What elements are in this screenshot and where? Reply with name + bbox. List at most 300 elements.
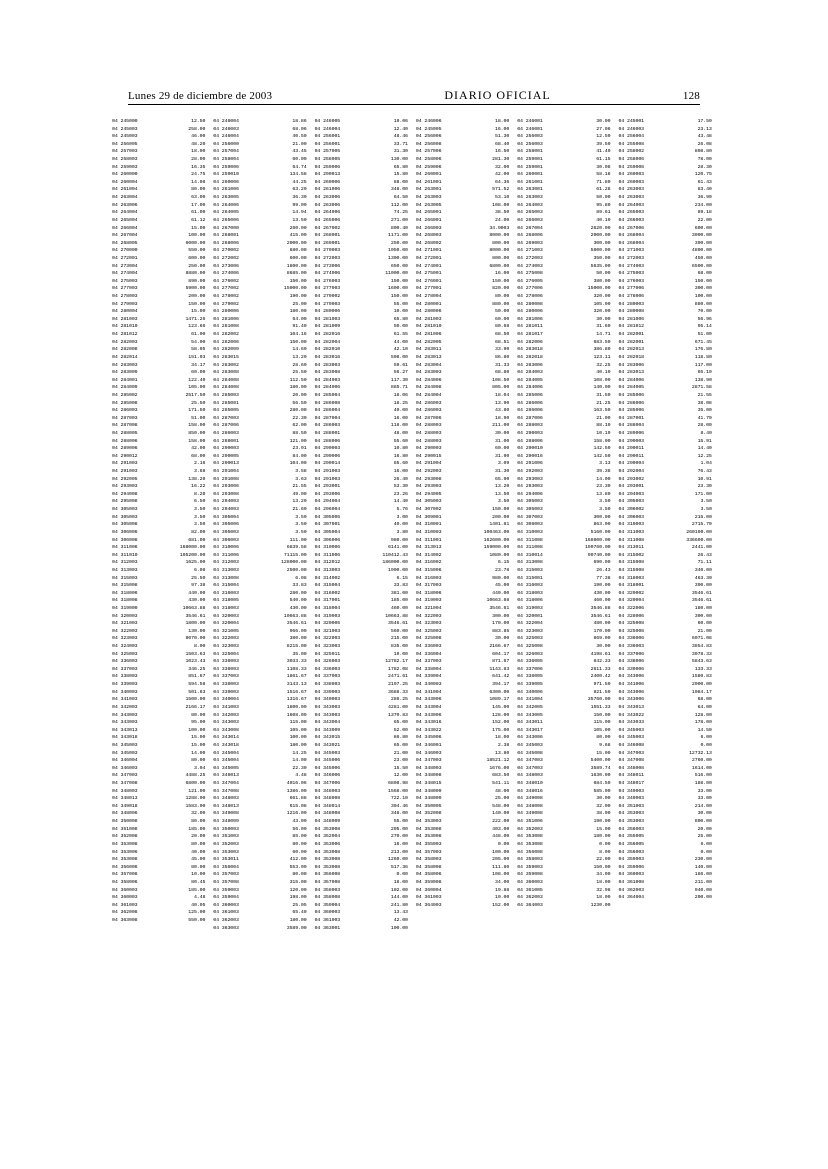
item-code: 04 278003 — [112, 294, 138, 300]
table-row — [112, 757, 213, 765]
table-row — [213, 263, 314, 271]
item-value: 121.00 — [188, 788, 206, 794]
item-value: 43.00 — [292, 819, 307, 825]
item-code: 04 360003 — [618, 872, 644, 878]
table-row — [213, 552, 314, 560]
item-code: 04 342003 — [213, 712, 239, 718]
item-value: 100.00 — [694, 294, 712, 300]
item-code: 04 280008 — [517, 301, 543, 307]
item-value: 104.00 — [289, 461, 307, 467]
item-value: 77.38 — [596, 575, 611, 581]
item-code: 04 246005 — [314, 119, 341, 124]
table-row — [618, 377, 719, 385]
table-row — [416, 818, 517, 826]
item-code: 04 319003 — [314, 613, 341, 619]
table-row — [416, 780, 517, 788]
table-row — [517, 202, 618, 210]
item-value: 213.00 — [390, 849, 408, 855]
table-row — [315, 240, 416, 248]
item-code: 04 310014 — [517, 552, 543, 558]
item-code: 04 345004 — [213, 758, 239, 764]
item-code: 04 287006 — [415, 415, 442, 421]
item-value: 108.00 — [593, 377, 611, 383]
item-code: 04 339005 — [517, 682, 543, 688]
item-code: 04 293001 — [618, 484, 644, 490]
item-value: 110412.43 — [382, 552, 408, 558]
item-value: 71.11 — [697, 560, 712, 566]
item-value: 541.11 — [492, 781, 510, 787]
item-code: 04 306002 — [618, 507, 644, 513]
item-value: 12.25 — [697, 453, 712, 459]
item-code: 04 261001 — [415, 179, 442, 185]
table-row — [416, 186, 517, 194]
item-value: 250.00 — [188, 263, 206, 269]
item-code: 04 284008 — [415, 385, 442, 391]
table-row — [213, 445, 314, 453]
table-row — [315, 438, 416, 446]
table-row — [213, 590, 314, 598]
item-code: 04 282006 — [517, 339, 543, 345]
item-code: 04 285006 — [618, 408, 644, 414]
item-value: 448.00 — [492, 834, 510, 840]
item-code: 04 306006 — [314, 537, 341, 543]
item-value: 3546.88 — [590, 606, 611, 611]
item-code: 04 348009 — [415, 788, 442, 794]
item-code: 04 282013 — [618, 347, 644, 353]
table-row — [618, 247, 719, 255]
item-code: 04 315004 — [213, 583, 239, 589]
item-value: 70.00 — [697, 309, 712, 315]
table-row — [416, 879, 517, 887]
item-value: 82.00 — [191, 529, 206, 535]
item-code: 04 283018 — [517, 347, 543, 353]
item-code: 04 352003 — [213, 841, 239, 847]
item-value: 31.60 — [596, 324, 611, 330]
table-row — [416, 582, 517, 590]
item-code: 04 283006 — [618, 362, 644, 368]
table-row — [112, 148, 213, 156]
item-code: 04 274006 — [213, 271, 239, 277]
item-value: 2620.00 — [590, 225, 611, 231]
table-row — [213, 727, 314, 735]
table-row — [112, 712, 213, 720]
item-value: 2441.00 — [691, 545, 712, 551]
item-code: 04 315002 — [618, 552, 644, 558]
item-code: 04 320005 — [314, 621, 341, 627]
table-row — [618, 719, 719, 727]
item-value: 615.08 — [289, 803, 307, 809]
item-code: 04 318006 — [112, 590, 138, 596]
table-row — [618, 772, 719, 780]
item-code: 04 292004 — [618, 469, 644, 475]
item-code: 04 283016 — [314, 354, 341, 360]
table-row — [213, 902, 314, 910]
item-value: 68.00 — [697, 271, 712, 277]
table-row — [517, 141, 618, 149]
item-value: 1503.63 — [185, 651, 206, 657]
item-value: 26.43 — [596, 567, 611, 573]
item-code: 04 284009 — [112, 385, 138, 391]
item-code: 04 283004 — [415, 362, 442, 368]
item-value: 34.00 — [495, 879, 510, 885]
table-row — [315, 263, 416, 271]
item-code: 04 353008 — [112, 841, 138, 847]
item-value: 300.00 — [593, 514, 611, 520]
item-code: 04 293006 — [213, 484, 239, 490]
item-value: 105.00 — [188, 385, 206, 391]
item-value: 88.50 — [292, 430, 307, 436]
table-row — [618, 171, 719, 179]
item-value: 48.00 — [393, 430, 408, 436]
item-code: 04 282016 — [314, 332, 341, 338]
item-value: 600.00 — [188, 255, 206, 261]
item-value: 105.00 — [593, 301, 611, 307]
table-row — [618, 270, 719, 278]
table-row — [112, 506, 213, 514]
table-row — [517, 772, 618, 780]
table-row — [517, 696, 618, 704]
item-code: 04 278006 — [618, 294, 644, 300]
item-code: 04 260006 — [213, 179, 239, 185]
table-row — [517, 871, 618, 879]
item-code: 04 345006 — [415, 735, 442, 741]
item-code: 04 256003 — [517, 134, 543, 140]
table-row — [315, 491, 416, 499]
table-row — [517, 544, 618, 552]
table-row — [112, 628, 213, 636]
item-code: 04 307001 — [314, 522, 341, 528]
table-row — [517, 620, 618, 628]
item-code: 04 293003 — [517, 476, 543, 482]
item-value: 90740.00 — [587, 552, 611, 558]
item-value: 53.10 — [495, 195, 510, 201]
table-row — [112, 491, 213, 499]
item-value: 30.00 — [596, 316, 611, 322]
item-value: 65.80 — [393, 164, 408, 170]
item-value: 64.36 — [495, 179, 510, 185]
item-value: 3.58 — [295, 469, 307, 475]
table-row — [517, 400, 618, 408]
item-code: 04 281003 — [314, 316, 341, 322]
item-value: 86.80 — [393, 735, 408, 741]
table-row — [213, 369, 314, 377]
item-code: 04 349008 — [213, 811, 239, 817]
item-value: 18.86 — [292, 119, 307, 124]
table-row — [618, 582, 719, 590]
table-row — [315, 833, 416, 841]
table-row — [213, 301, 314, 309]
table-row — [315, 803, 416, 811]
table-row — [517, 628, 618, 636]
item-code: 04 314002 — [314, 575, 341, 581]
item-code: 04 310003 — [415, 529, 442, 535]
item-code: 04 271001 — [415, 248, 442, 254]
item-value: 6839.58 — [286, 545, 307, 551]
table-row — [517, 179, 618, 187]
item-value: 56.27 — [393, 370, 408, 376]
item-code: 04 259006 — [314, 164, 341, 170]
item-value: 41.70 — [697, 415, 712, 421]
table-row — [416, 544, 517, 552]
item-code: 04 291003 — [112, 469, 138, 475]
item-value: 21.25 — [596, 400, 611, 406]
item-value: 61.12 — [191, 217, 206, 223]
item-code: 04 348003 — [112, 788, 138, 794]
table-row — [112, 575, 213, 583]
table-row — [213, 879, 314, 887]
item-value: 68.51 — [495, 339, 510, 345]
item-value: 18.00 — [495, 735, 510, 741]
item-value: 271.00 — [390, 217, 408, 223]
item-value: 80.45 — [191, 879, 206, 885]
table-row — [112, 438, 213, 446]
item-code: 04 328006 — [618, 613, 644, 619]
item-value: 120.00 — [289, 887, 307, 893]
item-value: 150.00 — [492, 278, 510, 284]
table-row — [517, 613, 618, 621]
item-value: 517.36 — [390, 864, 408, 870]
item-code: 04 345006 — [314, 758, 341, 764]
table-row — [315, 643, 416, 651]
item-value: 18.06 — [393, 392, 408, 398]
item-code: 04 318005 — [213, 598, 239, 604]
table-row — [315, 658, 416, 666]
item-value: 3854.83 — [691, 644, 712, 650]
table-row — [213, 225, 314, 233]
item-value: 5160.00 — [590, 529, 611, 535]
item-value: 280.00 — [289, 408, 307, 414]
item-value: 2500.00 — [286, 567, 307, 573]
item-code: 04 276002 — [213, 278, 239, 284]
item-value: 171.00 — [694, 491, 712, 497]
item-code: 04 343006 — [618, 697, 644, 703]
item-value: 394.17 — [492, 682, 510, 688]
table-row — [112, 559, 213, 567]
table-row — [213, 240, 314, 248]
item-value: 215.00 — [390, 636, 408, 642]
item-value: 386.80 — [593, 347, 611, 353]
item-value: 102.00 — [390, 887, 408, 893]
item-value: 21.00 — [393, 750, 408, 756]
item-code: 04 267002 — [314, 225, 341, 231]
item-value: 8.00 — [193, 644, 206, 650]
table-row — [213, 521, 314, 529]
table-row — [416, 521, 517, 529]
item-code: 04 353003 — [415, 819, 442, 825]
item-code: 04 352008 — [112, 834, 138, 840]
table-row — [618, 202, 719, 210]
item-code: 04 246006 — [415, 119, 442, 124]
item-code: 04 313008 — [517, 560, 543, 566]
item-value: 641.42 — [492, 674, 510, 680]
table-row — [112, 186, 213, 194]
item-code: 04 245001 — [618, 119, 644, 124]
table-row — [315, 582, 416, 590]
item-code: 04 339003 — [112, 682, 138, 688]
table-row — [315, 186, 416, 194]
table-row — [112, 422, 213, 430]
table-row — [618, 788, 719, 796]
item-code: 04 349008 — [517, 796, 543, 802]
item-code: 04 353008 — [517, 834, 543, 840]
table-row — [416, 734, 517, 742]
table-row — [315, 194, 416, 202]
item-code: 04 286003 — [112, 408, 138, 414]
item-code: 04 353008 — [314, 857, 341, 863]
item-code: 04 325008 — [618, 621, 644, 627]
item-value: 100.00 — [188, 727, 206, 733]
item-value: 1316.67 — [286, 697, 307, 703]
table-row — [517, 453, 618, 461]
item-code: 04 306003 — [213, 537, 239, 543]
item-value: 190.00 — [593, 583, 611, 589]
table-row — [112, 765, 213, 773]
item-value: 105200.00 — [179, 552, 206, 558]
table-row — [112, 864, 213, 872]
item-code: 04 282010 — [314, 347, 341, 353]
table-row — [315, 810, 416, 818]
item-value: 0.00 — [497, 841, 510, 847]
table-row — [112, 689, 213, 697]
item-value: 25.00 — [697, 834, 712, 840]
table-row — [213, 605, 314, 613]
item-value: 100.00 — [492, 849, 510, 855]
table-row — [112, 818, 213, 826]
table-row — [416, 673, 517, 681]
item-code: 04 290004 — [618, 461, 644, 467]
table-row — [112, 247, 213, 255]
item-code: 04 291003 — [314, 469, 341, 475]
item-code: 04 362003 — [517, 895, 543, 901]
item-code: 04 336003 — [618, 644, 644, 650]
item-code: 04 281012 — [618, 324, 644, 330]
table-row — [213, 422, 314, 430]
table-row — [112, 521, 213, 529]
item-value: 33.83 — [393, 583, 408, 589]
item-code: 04 357008 — [112, 872, 138, 878]
table-row — [315, 894, 416, 902]
item-value: 286.25 — [390, 697, 408, 703]
item-value: 21.55 — [697, 392, 712, 398]
item-code: 04 340003 — [415, 682, 442, 688]
item-code: 04 256005 — [112, 141, 138, 147]
table-row — [416, 164, 517, 172]
item-code: 04 343005 — [517, 712, 543, 718]
table-row — [517, 316, 618, 324]
item-code: 04 308003 — [517, 522, 543, 528]
table-row — [112, 483, 213, 491]
item-code: 04 345006 — [314, 765, 341, 771]
table-row — [213, 384, 314, 392]
item-value: 28.00 — [191, 157, 206, 163]
table-row — [112, 133, 213, 141]
item-value: 10.00 — [191, 872, 206, 878]
item-value: 2000.00 — [691, 682, 712, 688]
table-row — [213, 354, 314, 362]
item-value: 336600.00 — [686, 537, 712, 543]
item-code: 04 291004 — [415, 461, 442, 467]
item-value: 170.00 — [593, 628, 611, 634]
item-code: 04 356004 — [213, 864, 239, 870]
item-code: 04 343003 — [213, 720, 239, 726]
item-code: 04 312003 — [112, 560, 138, 566]
item-code: 04 290011 — [618, 453, 644, 459]
table-row — [315, 377, 416, 385]
item-code: 04 343006 — [415, 712, 442, 718]
item-value: 42.00 — [191, 446, 206, 452]
item-value: 63.00 — [191, 195, 206, 201]
item-value: 42.00 — [495, 172, 510, 178]
table-row — [416, 887, 517, 895]
item-value: 430.00 — [188, 598, 206, 604]
item-value: 415.00 — [289, 233, 307, 239]
table-row — [315, 225, 416, 233]
item-value: 31.33 — [495, 362, 510, 368]
item-code: 04 282006 — [213, 339, 239, 345]
item-code: 04 321004 — [415, 606, 442, 611]
item-value: 170.00 — [492, 621, 510, 627]
table-row — [517, 308, 618, 316]
item-value: 40.00 — [191, 849, 206, 855]
table-row — [315, 460, 416, 468]
item-code: 04 285001 — [213, 400, 239, 406]
item-value: 159000.00 — [483, 545, 510, 551]
table-row — [416, 141, 517, 149]
table-row — [517, 331, 618, 339]
table-row — [517, 476, 618, 484]
item-value: 14.40 — [393, 499, 408, 505]
item-code: 04 305003 — [517, 499, 543, 505]
item-value: 61.00 — [191, 210, 206, 216]
item-value: 1551.33 — [590, 704, 611, 710]
item-code: 04 292003 — [415, 469, 442, 475]
item-code: 04 345005 — [213, 765, 239, 771]
item-code: 04 348003 — [415, 765, 442, 771]
table-row — [416, 613, 517, 621]
table-row — [112, 658, 213, 666]
item-value: 1084.17 — [691, 689, 712, 695]
item-code: 04 353008 — [314, 849, 341, 855]
table-row — [618, 696, 719, 704]
table-row — [315, 818, 416, 826]
table-row — [315, 392, 416, 400]
item-code: 04 305008 — [112, 522, 138, 528]
item-code: 04 336003 — [213, 666, 239, 672]
table-row — [618, 506, 719, 514]
item-value: 1288.00 — [185, 796, 206, 802]
item-code: 04 322006 — [618, 606, 644, 611]
item-value: 30.00 — [596, 644, 611, 650]
item-value: 31.50 — [596, 392, 611, 398]
item-code: 04 246003 — [618, 126, 644, 132]
item-value: 10.00 — [393, 309, 408, 315]
item-code: 04 279003 — [314, 301, 341, 307]
table-row — [517, 590, 618, 598]
item-value: 80.00 — [191, 841, 206, 847]
item-value: 95.14 — [697, 324, 712, 330]
table-row — [618, 810, 719, 818]
item-value: 115.00 — [289, 720, 307, 726]
item-code: 04 339003 — [213, 689, 239, 695]
item-value: 3.63 — [295, 476, 307, 482]
item-value: 3143.13 — [286, 682, 307, 688]
item-code: 04 353008 — [314, 864, 341, 870]
table-row — [416, 894, 517, 902]
item-code: 04 343009 — [314, 727, 341, 733]
table-row — [213, 803, 314, 811]
item-code: 04 353006 — [112, 849, 138, 855]
table-row — [315, 544, 416, 552]
